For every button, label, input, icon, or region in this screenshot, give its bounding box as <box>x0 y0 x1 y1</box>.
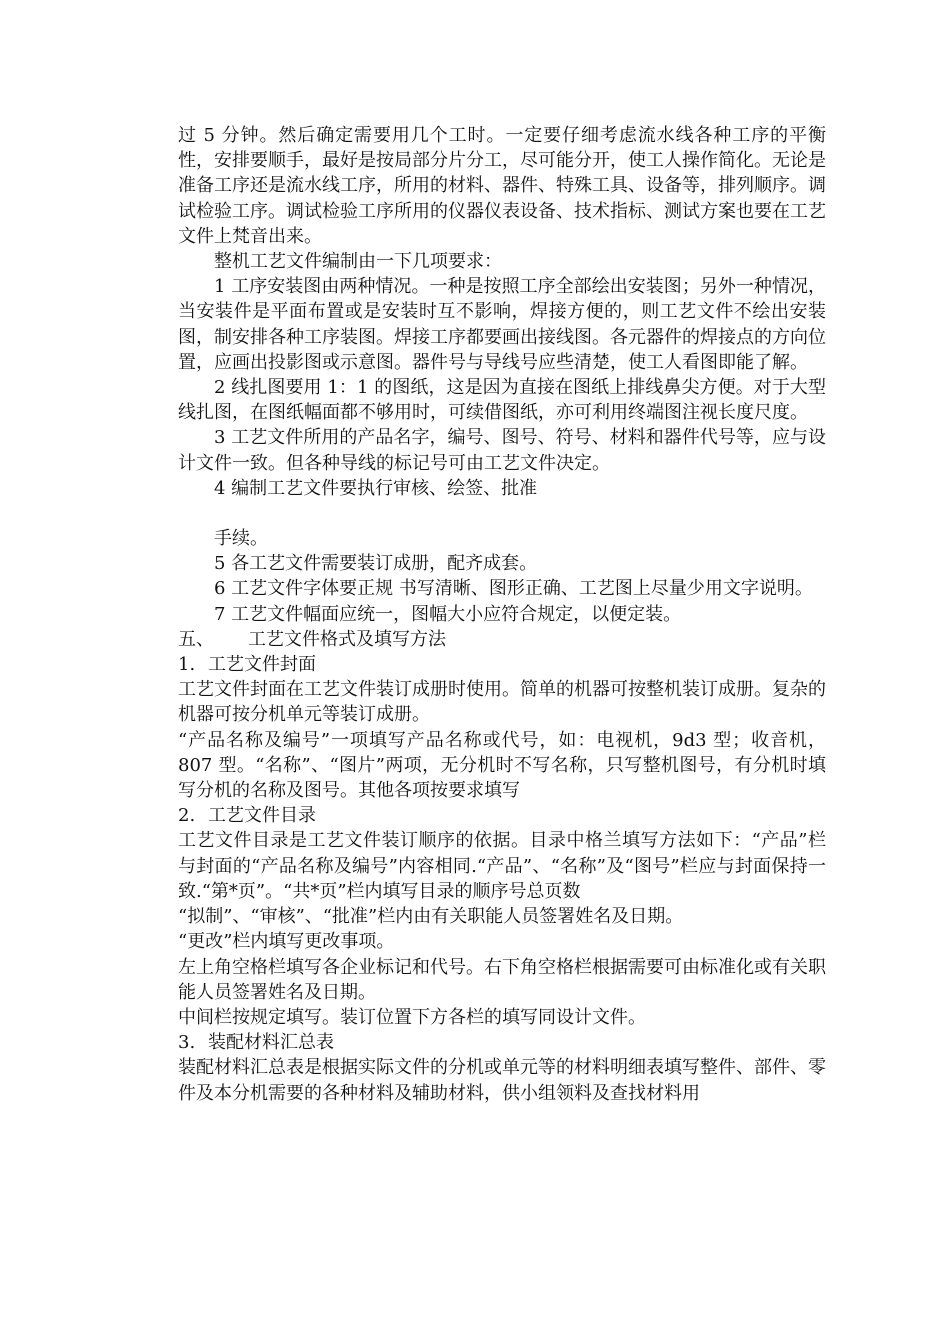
paragraph-item-4: 4 编制工艺文件要执行审核、绘签、批准 <box>214 477 538 499</box>
paragraph-item-4-continued: 手续。 <box>214 528 268 550</box>
paragraph-item-7: 7 工艺文件幅面应统一，图幅大小应符合规定，以便定装。 <box>214 603 682 625</box>
paragraph-catalog-sign: “拟制”、“审核”、“批准”栏内由有关职能人员签署姓名及日期。 <box>178 906 684 928</box>
section-5-heading <box>178 627 826 652</box>
document-body <box>178 123 826 1106</box>
subsection-title: 装配材料汇总表 <box>208 1032 334 1054</box>
paragraph-item-2: 2 线扎图要用 1：1 的图纸，这是因为直接在图纸上排线鼻尖方便。对于大型线扎图，在图纸幅面都不够用时，可续借图纸，亦可利用终端图注视长度尺度。 <box>178 377 826 424</box>
blank-line <box>178 501 826 526</box>
paragraph-catalog-corners: 左上角空格栏填写各企业标记和代号。右下角空格栏根据需要可由标准化或有关职能人员签署姓名及日期。 <box>178 956 826 1003</box>
subsection-number: 2. <box>178 805 196 827</box>
paragraph-catalog-change: “更改”栏内填写更改事项。 <box>178 931 395 953</box>
paragraph-cover-usage: 工艺文件封面在工艺文件装订成册时使用。简单的机器可按整机装订成册。复杂的机器可按分机单元等装订成册。 <box>178 679 826 726</box>
paragraph-cover-fill: “产品名称及编号”一项填写产品名称或代号，如：电视机，9d3 型；收音机，807 型。“名称”、“图片”两项，无分机时不写名称，只写整机图号，有分机时填写分机的名称及图号。其他各项按要求填写 <box>178 729 826 802</box>
subsection-number: 1. <box>178 654 196 676</box>
paragraph-intro: 过 5 分钟。然后确定需要用几个工时。一定要仔细考虑流水线各种工序的平衡性，安排要顺手，最好是按局部分片分工，尽可能分开，使工人操作简化。无论是准备工序还是流水线工序，所用的材料、器件、特殊工具、设备等，排列顺序。调试检验工序。调试检验工序所用的仪器仪表设备、技术指标、测试方案也要在工艺文件上梵音出来。 <box>178 125 826 247</box>
subsection-3-heading <box>178 1030 826 1055</box>
paragraph-item-5: 5 各工艺文件需要装订成册，配齐成套。 <box>214 553 538 575</box>
paragraph-item-6: 6 工艺文件字体要正规 书写清晰、图形正确、工艺图上尽量少用文字说明。 <box>214 578 813 600</box>
paragraph-requirements-lead: 整机工艺文件编制由一下几项要求： <box>214 251 502 273</box>
paragraph-catalog-middle: 中间栏按规定填写。装订位置下方各栏的填写同设计文件。 <box>178 1006 646 1028</box>
subsection-1-heading <box>178 652 826 677</box>
subsection-2-heading <box>178 803 826 828</box>
section-title: 工艺文件格式及填写方法 <box>248 628 446 650</box>
paragraph-materials-summary: 装配材料汇总表是根据实际文件的分机或单元等的材料明细表填写整件、部件、零件及本分机需要的各种材料及辅助材料，供小组领料及查找材料用 <box>178 1057 826 1104</box>
paragraph-item-1: 1 工序安装图由两种情况。一种是按照工序全部绘出安装图；另外一种情况，当安装件是平面布置或是安装时互不影响，焊接方便的，则工艺文件不绘出安装图，制安排各种工序装图。焊接工序都要画出接线图。各元器件的焊接点的方向位置，应画出投影图或示意图。器件号与导线号应些清楚，使工人看图即能了解。 <box>178 276 826 373</box>
section-number: 五、 <box>178 628 214 650</box>
paragraph-catalog-basis: 工艺文件目录是工艺文件装订顺序的依据。目录中格兰填写方法如下：“产品”栏与封面的“产品名称及编号”内容相同.“产品”、“名称”及“图号”栏应与封面保持一致.“第*页”。“共*页”栏内填写目录的顺序号总页数 <box>178 830 826 902</box>
subsection-title: 工艺文件封面 <box>208 654 316 676</box>
paragraph-item-3: 3 工艺文件所用的产品名字，编号、图号、符号、材料和器件代号等，应与设计文件一致。但各种导线的标记号可由工艺文件决定。 <box>178 427 826 474</box>
subsection-number: 3. <box>178 1032 196 1054</box>
subsection-title: 工艺文件目录 <box>208 805 316 827</box>
